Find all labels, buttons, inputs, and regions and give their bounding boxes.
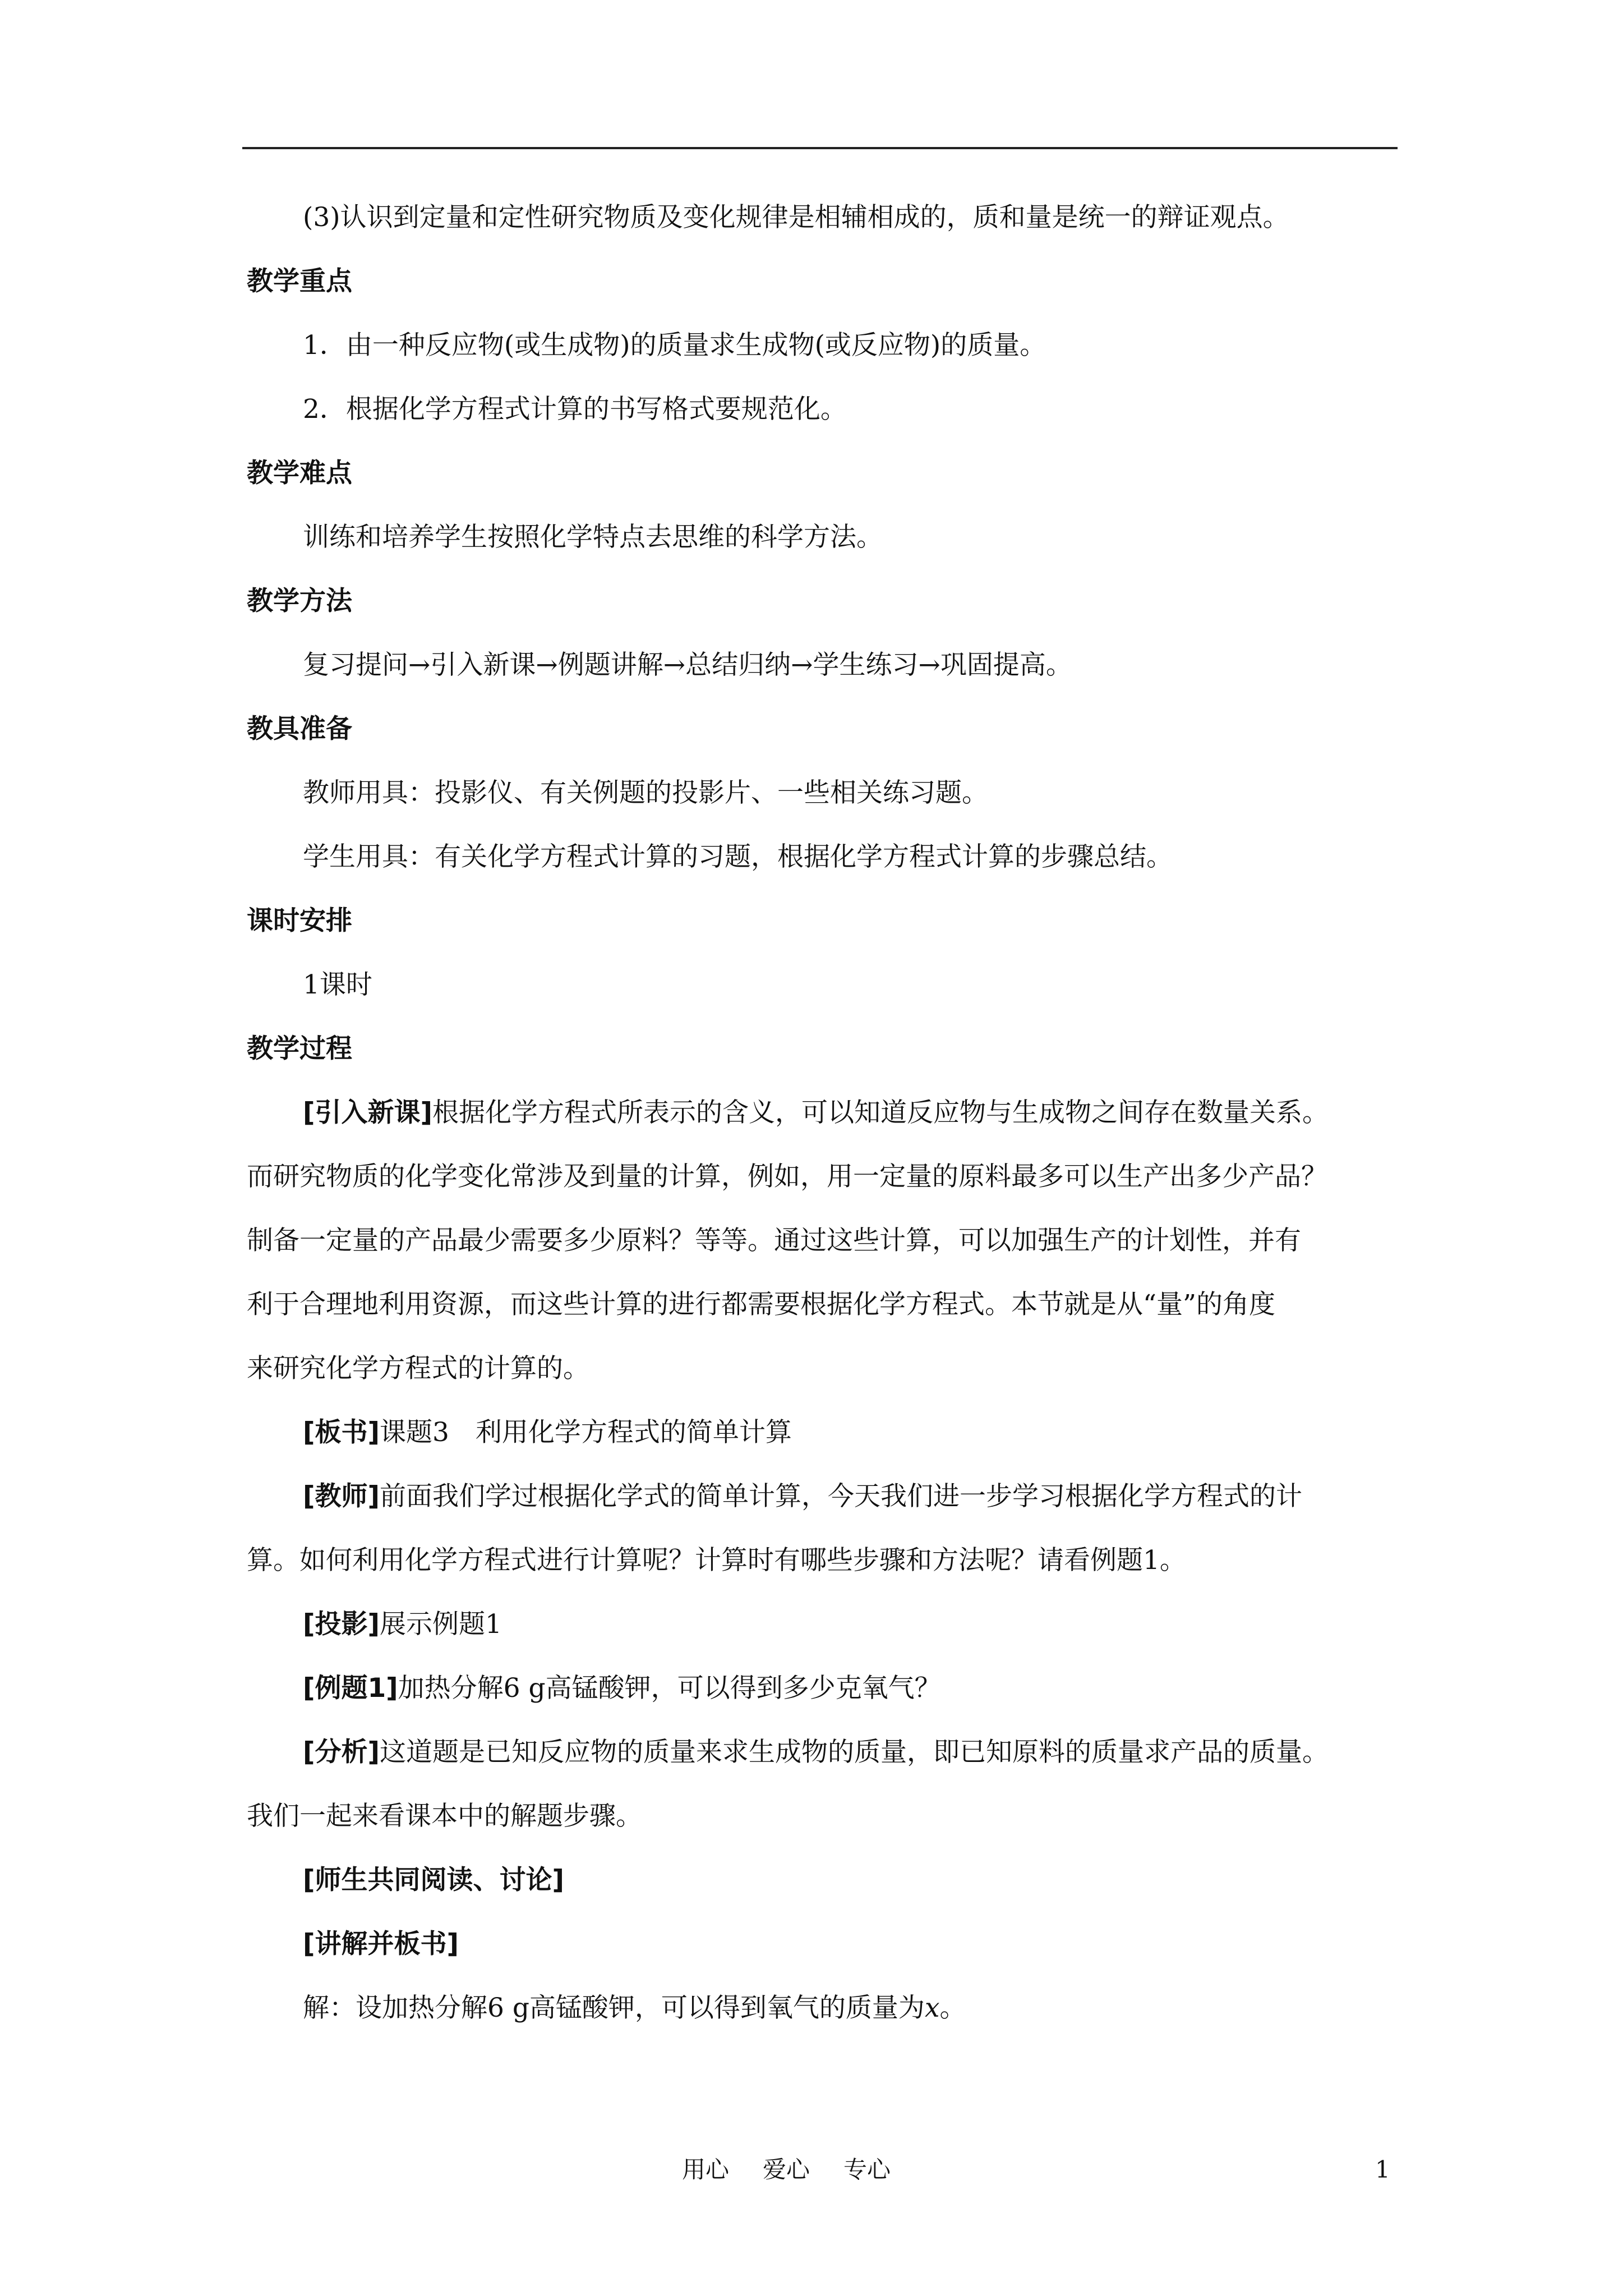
paragraph-line: 而研究物质的化学变化常涉及到量的计算，例如，用一定量的原料最多可以生产出多少产品？ <box>247 1161 1327 1192</box>
section-heading: 课时安排 <box>247 905 352 936</box>
objective-line: (3)认识到定量和定性研究物质及变化规律是相辅相成的，质和量是统一的辩证观点。 <box>303 202 1289 233</box>
section-heading: 教学方法 <box>247 586 352 616</box>
variable-x: x <box>924 1993 940 2023</box>
paragraph-line: [引入新课]根据化学方程式所表示的含义，可以知道反应物与生成物之间存在数量关系。 <box>303 1097 1329 1128</box>
page-footer <box>0 2153 1623 2187</box>
paragraph-line: 来研究化学方程式的计算的。 <box>247 1353 589 1384</box>
stage-tag: [板书] <box>303 1417 380 1448</box>
paragraph-line <box>247 1929 1402 1960</box>
lesson-count-text: 1课时 <box>303 969 372 1000</box>
key-point-item: 1．由一种反应物(或生成物)的质量求生成物(或反应物)的质量。 <box>303 330 1046 361</box>
paragraph-line: [例题1]加热分解6 g高锰酸钾，可以得到多少克氧气？ <box>303 1673 941 1704</box>
paragraph-line: 制备一定量的产品最少需要多少原料？等等。通过这些计算，可以加强生产的计划性，并有 <box>247 1225 1301 1256</box>
motto-word: 用心 <box>682 2156 730 2183</box>
page-number: 1 <box>1375 2156 1390 2183</box>
stage-tag: [引入新课] <box>303 1097 432 1128</box>
paragraph-line: [分析]这道题是已知反应物的质量来求生成物的质量，即已知原料的质量求产品的质量。 <box>303 1737 1329 1768</box>
paragraph-line: [板书]课题3 利用化学方程式的简单计算 <box>303 1417 792 1448</box>
stage-tag: [投影] <box>303 1609 380 1640</box>
key-point-item: 2．根据化学方程式计算的书写格式要规范化。 <box>303 394 847 425</box>
section-heading: 教学过程 <box>247 1033 352 1064</box>
section-heading: 教学难点 <box>247 458 352 489</box>
stage-tag: [教师] <box>303 1481 380 1512</box>
paragraph-line: 利于合理地利用资源，而这些计算的进行都需要根据化学方程式。本节就是从“量”的角度 <box>247 1289 1276 1320</box>
paragraph-line: 我们一起来看课本中的解题步骤。 <box>247 1801 642 1832</box>
paragraph-line: [投影]展示例题1 <box>303 1609 502 1640</box>
header-rule <box>242 147 1398 149</box>
method-flow-text: 复习提问→引入新课→例题讲解→总结归纳→学生练习→巩固提高。 <box>303 650 1072 680</box>
stage-tag: [例题1] <box>303 1673 398 1704</box>
solution-line: 解：设加热分解6 g高锰酸钾，可以得到氧气的质量为x。 <box>303 1993 966 2023</box>
section-heading: 教具准备 <box>247 714 352 744</box>
paragraph-line: [教师]前面我们学过根据化学式的简单计算，今天我们进一步学习根据化学方程式的计 <box>303 1481 1302 1512</box>
stage-tag: [分析] <box>303 1737 380 1768</box>
motto-word: 爱心 <box>763 2156 810 2183</box>
section-heading: 教学重点 <box>247 266 352 297</box>
difficulty-text: 训练和培养学生按照化学特点去思维的科学方法。 <box>303 522 883 553</box>
stage-tag: [师生共同阅读、讨论] <box>303 1865 564 1895</box>
paragraph-line: 算。如何利用化学方程式进行计算呢？计算时有哪些步骤和方法呢？请看例题1。 <box>247 1545 1186 1576</box>
motto-word: 专心 <box>843 2156 891 2183</box>
paragraph-line <box>247 1865 1402 1896</box>
document-body <box>247 202 1402 2056</box>
student-tools-text: 学生用具：有关化学方程式计算的习题，根据化学方程式计算的步骤总结。 <box>303 841 1173 872</box>
footer-motto <box>682 2153 924 2187</box>
teacher-tools-text: 教师用具：投影仪、有关例题的投影片、一些相关练习题。 <box>303 777 988 808</box>
stage-tag: [讲解并板书] <box>303 1929 459 1959</box>
